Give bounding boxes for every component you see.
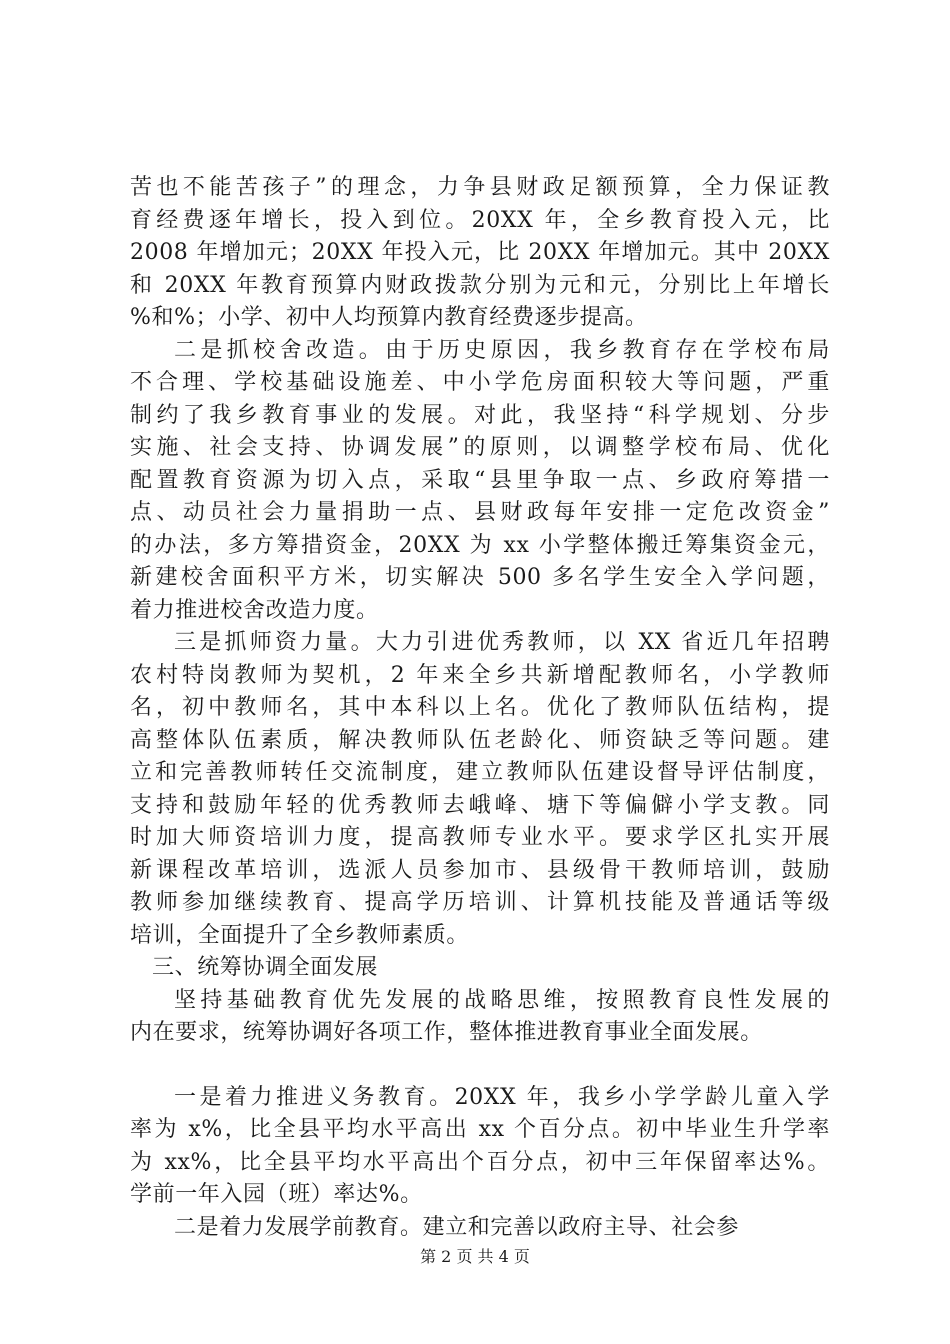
document-body	[130, 172, 830, 1244]
text-line: 二是着力发展学前教育。建立和完善以政府主导、社会参	[174, 1214, 740, 1240]
paragraph	[130, 627, 830, 952]
text-line: 点、动员社会力量捐助一点、县财政每年安排一定危改资金”	[130, 500, 830, 525]
text-line: 内在要求，统筹协调好各项工作，整体推进教育事业全面发展。	[130, 1020, 763, 1045]
text-line: 的办法，多方筹措资金，20XX 为 xx 小学整体搬迁筹集资金元，	[130, 532, 830, 558]
text-line: 着力推进校舍改造力度。	[130, 597, 379, 623]
text-line: 不合理、学校基础设施差、中小学危房面积较大等问题，严重	[130, 370, 830, 395]
text-line: 新建校舍面积平方米，切实解决 500 多名学生安全入学问题，	[130, 565, 830, 590]
text-line: 教师参加继续教育、提高学历培训、计算机技能及普通话等级	[130, 890, 830, 915]
text-line: 培训，全面提升了全乡教师素质。	[130, 922, 470, 948]
text-line: 率为 x%，比全县平均水平高出 xx 个百分点。初中毕业生升学率	[130, 1117, 830, 1142]
section-heading	[130, 952, 830, 985]
text-line: 支持和鼓励年轻的优秀教师去峨峰、塘下等偏僻小学支教。同	[130, 792, 830, 818]
paragraph	[130, 985, 830, 1050]
text-line: 二是抓校舍改造。由于历史原因，我乡教育存在学校布局	[174, 337, 830, 363]
text-line: 一是着力推进义务教育。20XX 年，我乡小学学龄儿童入学	[174, 1084, 830, 1110]
text-line: 三是抓师资力量。大力引进优秀教师，以 XX 省近几年招聘	[174, 630, 830, 655]
paragraph	[130, 335, 830, 628]
text-line: 立和完善教师转任交流制度，建立教师队伍建设督导评估制度，	[130, 760, 830, 785]
text-line: 2008 年增加元；20XX 年投入元，比 20XX 年增加元。其中 20XX	[130, 240, 830, 265]
text-line: 育经费逐年增长，投入到位。20XX 年，全乡教育投入元，比	[130, 207, 830, 233]
paragraph-gap	[130, 1050, 830, 1082]
text-line: 新课程改革培训，选派人员参加市、县级骨干教师培训，鼓励	[130, 857, 830, 883]
text-line: 名，初中教师名，其中本科以上名。优化了教师队伍结构，提	[130, 695, 830, 720]
text-line: 为 xx%，比全县平均水平高出个百分点，初中三年保留率达%。	[130, 1149, 830, 1175]
text-line: %和%；小学、初中人均预算内教育经费逐步提高。	[130, 305, 648, 330]
text-line: 高整体队伍素质，解决教师队伍老龄化、师资缺乏等问题。建	[130, 727, 830, 753]
text-line: 农村特岗教师为契机，2 年来全乡共新增配教师名，小学教师	[130, 662, 830, 688]
text-line: 时加大师资培训力度，提高教师专业水平。要求学区扎实开展	[130, 825, 830, 850]
text-line: 实施、社会支持、协调发展”的原则，以调整学校布局、优化	[130, 435, 830, 460]
paragraph	[130, 1082, 830, 1212]
paragraph	[130, 1212, 830, 1245]
paragraph	[130, 172, 830, 335]
text-line: 学前一年入园（班）率达%。	[130, 1182, 423, 1207]
text-line: 配置教育资源为切入点，采取“县里争取一点、乡政府筹措一	[130, 467, 830, 493]
page-footer: 第 2 页 共 4 页	[420, 1247, 530, 1266]
text-line: 制约了我乡教育事业的发展。对此，我坚持“科学规划、分步	[130, 402, 830, 428]
text-line: 苦也不能苦孩子”的理念，力争县财政足额预算，全力保证教	[130, 175, 830, 200]
text-line: 坚持基础教育优先发展的战略思维，按照教育良性发展的	[174, 987, 830, 1013]
text-line: 三、统筹协调全面发展	[152, 955, 379, 980]
text-line: 和 20XX 年教育预算内财政拨款分别为元和元，分别比上年增长	[130, 272, 830, 298]
